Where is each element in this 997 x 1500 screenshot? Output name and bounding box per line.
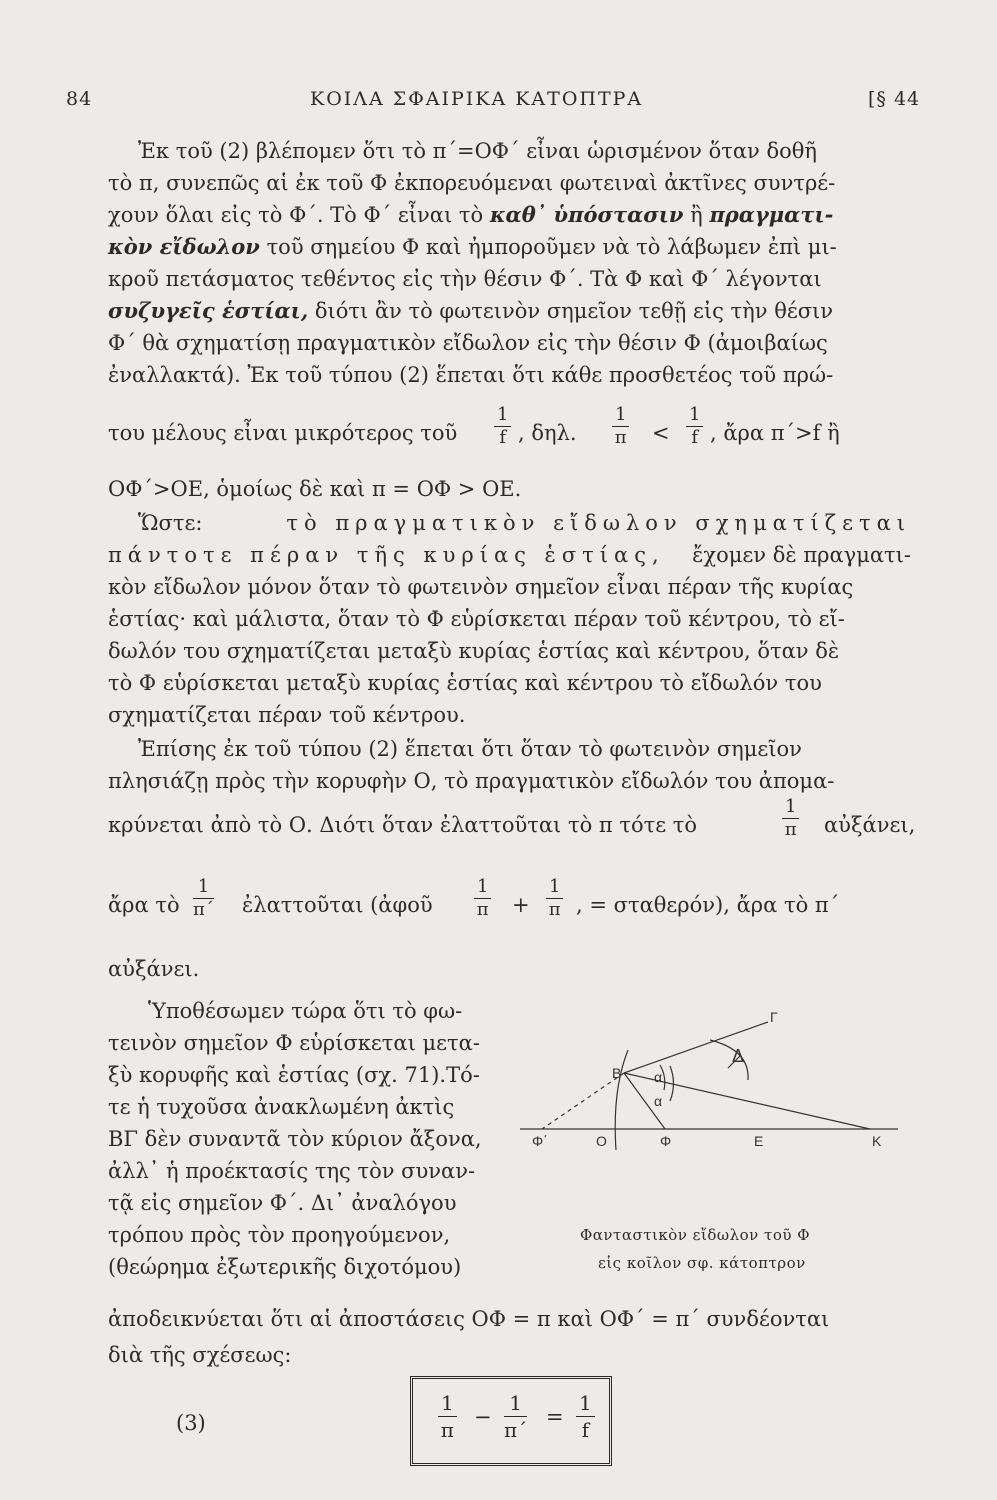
text-line: Ἐπίσης ἐκ τοῦ τύπου (2) ἕπεται ὅτι ὅταν τὸ φωτεινὸν σημεῖον xyxy=(138,737,802,761)
equation-number: (3) xyxy=(176,1411,206,1435)
text-span: τοῦ σημείου Φ καὶ ἠμποροῦμεν νὰ τὸ λάβωμεν ἐπὶ μι- xyxy=(266,235,837,259)
label-e: Ε xyxy=(754,1133,764,1149)
fraction-1-over-pi xyxy=(546,876,563,921)
text-line: τε ἡ τυχοῦσα ἀνακλωμένη ἀκτὶς xyxy=(108,1095,455,1119)
numerator: 1 xyxy=(494,404,511,427)
text-line: Ἐκ τοῦ (2) βλέπομεν ὅτι τὸ π΄=ΟΦ΄ εἶναι ὡρισμένον ὅταν δοθῆ xyxy=(138,139,817,163)
denominator: π xyxy=(784,819,797,840)
text-line: κροῦ πετάσματος τεθέντος εἰς τὴν θέσιν Φ΄. Τὰ Φ καὶ Φ΄ λέγονται xyxy=(108,267,822,291)
text-line xyxy=(138,508,911,538)
figure-caption-line2: εἰς κοῖλον σφ. κάτοπτρον xyxy=(598,1254,806,1272)
text-line: τὸ π, συνεπῶς αἱ ἐκ τοῦ Φ ἐκπορευόμεναι φωτειναὶ ἀκτῖνες συντρέ- xyxy=(108,171,836,195)
denominator: π xyxy=(548,899,561,920)
fraction-1-over-pi xyxy=(474,876,491,921)
figure-caption-line1: Φανταστικὸν εἴδωλον τοῦ Φ xyxy=(580,1226,811,1244)
text-span: του μέλους εἶναι μικρότερος τοῦ xyxy=(108,421,458,445)
text-line: τᾷ εἰς σημεῖον Φ΄. Δι᾽ ἀναλόγου xyxy=(108,1191,457,1215)
denominator: π xyxy=(614,427,627,448)
term-syzygeis-estiai: συζυγεῖς ἑστίαι, xyxy=(108,298,309,323)
text-line: ἀλλ᾽ ἡ προέκτασίς της τὸν συναν- xyxy=(108,1159,476,1183)
extension-ray-dashed xyxy=(542,1073,624,1129)
numerator: 1 xyxy=(193,876,214,899)
text-line: ξὺ κορυφῆς καὶ ἑστίας (σχ. 71).Τό- xyxy=(108,1063,480,1087)
fraction-1-over-f xyxy=(576,1390,595,1443)
text-line: διὰ τῆς σχέσεως: xyxy=(108,1343,292,1367)
minus-sign: − xyxy=(474,1405,492,1429)
mirror-diagram xyxy=(520,1010,910,1170)
label-alpha-bottom: α xyxy=(654,1093,663,1109)
label-delta: Δ xyxy=(732,1046,745,1066)
text-line: τρόπου πρὸς τὸν προηγούμενον, xyxy=(108,1223,451,1247)
numerator: 1 xyxy=(686,404,703,427)
fraction-1-over-pi xyxy=(438,1390,457,1443)
text-span: , δηλ. xyxy=(518,421,577,445)
label-phi-prime: Φ΄ xyxy=(532,1133,548,1149)
denominator: π΄ xyxy=(193,899,214,920)
text-line xyxy=(108,200,911,230)
denominator: f xyxy=(499,427,507,448)
text-line: ἐναλλακτά). Ἐκ τοῦ τύπου (2) ἕπεται ὅτι κάθε προσθετέος τοῦ πρώ- xyxy=(108,363,834,387)
text-line: ἑστίας· καὶ μάλιστα, ὅταν τὸ Φ εὑρίσκεται πέραν τοῦ κέντρου, τὸ εἴ- xyxy=(108,607,845,631)
text-span: ἢ xyxy=(690,203,703,227)
text-line: τὸ Φ εὑρίσκεται μεταξὺ κυρίας ἑστίας καὶ κέντρου τὸ εἴδωλόν του xyxy=(108,671,822,695)
numerator: 1 xyxy=(782,796,799,819)
text-span: , ἄρα π΄>f ἢ xyxy=(710,421,840,445)
fraction-1-over-f xyxy=(494,404,511,449)
label-alpha-top: α xyxy=(654,1069,663,1085)
text-span: ἄρα τὸ xyxy=(108,893,180,917)
text-line: ἀποδεικνύεται ὅτι αἱ ἀποστάσεις ΟΦ = π καὶ ΟΦ΄ = π΄ συνδέονται xyxy=(108,1307,830,1331)
fraction-1-over-pi-prime xyxy=(504,1390,527,1443)
denominator: π΄ xyxy=(504,1418,528,1442)
page-number: 84 xyxy=(66,88,93,110)
term-eidolon: κὸν εἴδωλον xyxy=(108,234,260,259)
label-phi: Φ xyxy=(660,1133,672,1149)
numerator: 1 xyxy=(576,1390,595,1417)
text-span: αὐξάνει, xyxy=(824,813,916,837)
term-kath-ypostasin: καθ᾽ ὑπόστασιν xyxy=(489,202,684,227)
text-line: (θεώρημα ἐξωτερικῆς διχοτόμου) xyxy=(108,1255,462,1279)
text-line: ΒΓ δὲν συναντᾶ τὸν κύριον ἄξονα, xyxy=(108,1127,482,1151)
plus-sign: + xyxy=(512,893,530,917)
denominator: f xyxy=(691,427,699,448)
numerator: 1 xyxy=(474,876,491,899)
text-span: , = σταθερόν), ἄρα τὸ π΄ xyxy=(576,893,840,917)
numerator: 1 xyxy=(438,1390,457,1417)
text-line xyxy=(108,296,911,326)
text-line: ΟΦ΄>ΟΕ, ὁμοίως δὲ καὶ π = ΟΦ > ΟΕ. xyxy=(108,477,522,501)
text-span: Ὥστε: xyxy=(138,511,203,535)
text-line: πλησιάζῃ πρὸς τὴν κορυφὴν Ο, τὸ πραγματικὸν εἴδωλόν του ἀπομα- xyxy=(108,769,835,793)
fraction-1-over-f xyxy=(686,404,703,449)
text-span: ἐλαττοῦται (ἀφοῦ xyxy=(242,893,433,917)
label-beta: Β xyxy=(612,1065,622,1081)
denominator: f xyxy=(581,1418,590,1442)
text-line: αὐξάνει. xyxy=(108,957,200,981)
fraction-1-over-pi xyxy=(782,796,799,841)
text-span: κρύνεται ἀπὸ τὸ Ο. Διότι ὅταν ἐλαττοῦται τὸ π τότε τὸ xyxy=(108,813,698,837)
text-line: Ὑποθέσωμεν τώρα ὅτι τὸ φω- xyxy=(148,999,463,1023)
section-marker: [§ 44 xyxy=(868,88,921,110)
text-line xyxy=(108,232,911,262)
label-k: Κ xyxy=(872,1133,882,1149)
text-line: σχηματίζεται πέραν τοῦ κέντρου. xyxy=(108,703,466,727)
denominator: π xyxy=(440,1418,454,1442)
text-span: ἔχομεν δὲ πραγματι- xyxy=(692,543,911,567)
text-line: Φ΄ θὰ σχηματίσῃ πραγματικὸν εἴδωλον εἰς τὴν θέσιν Φ (ἀμοιβαίως xyxy=(108,331,828,355)
running-title: ΚΟΙΛΑ ΣΦΑΙΡΙΚΑ ΚΑΤΟΠΤΡΑ xyxy=(310,88,644,110)
fraction-1-over-pi xyxy=(612,404,629,449)
text-span: διότι ἂν τὸ φωτεινὸν σημεῖον τεθῇ εἰς τὴν θέσιν xyxy=(314,299,834,323)
numerator: 1 xyxy=(612,404,629,427)
text-span: χουν ὅλαι εἰς τὸ Φ΄. Τὸ Φ΄ εἶναι τὸ xyxy=(108,203,484,227)
spaced-emphasis: πάντοτε πέραν τῆς κυρίας ἑστίας, xyxy=(108,543,665,567)
fraction-1-over-pi-prime xyxy=(193,876,214,921)
spaced-emphasis: τὸ πραγματικὸν εἴδωλον σχηματίζεται xyxy=(286,511,911,535)
numerator: 1 xyxy=(546,876,563,899)
term-pragmatikon: πραγματι- xyxy=(709,202,834,227)
equals-sign: = xyxy=(546,1405,564,1429)
denominator: π xyxy=(476,899,489,920)
text-line: τεινὸν σημεῖον Φ εὑρίσκεται μετα- xyxy=(108,1031,480,1055)
less-than-sign: < xyxy=(652,421,670,445)
label-o: Ο xyxy=(596,1133,607,1149)
text-line xyxy=(108,540,911,570)
text-line: κὸν εἴδωλον μόνον ὅταν τὸ φωτεινὸν σημεῖον εἶναι πέραν τῆς κυρίας xyxy=(108,575,854,599)
numerator: 1 xyxy=(504,1390,527,1417)
text-line: δωλόν του σχηματίζεται μεταξὺ κυρίας ἑστίας καὶ κέντρου, ὅταν δὲ xyxy=(108,639,840,663)
label-gamma: Γ xyxy=(770,1010,778,1025)
